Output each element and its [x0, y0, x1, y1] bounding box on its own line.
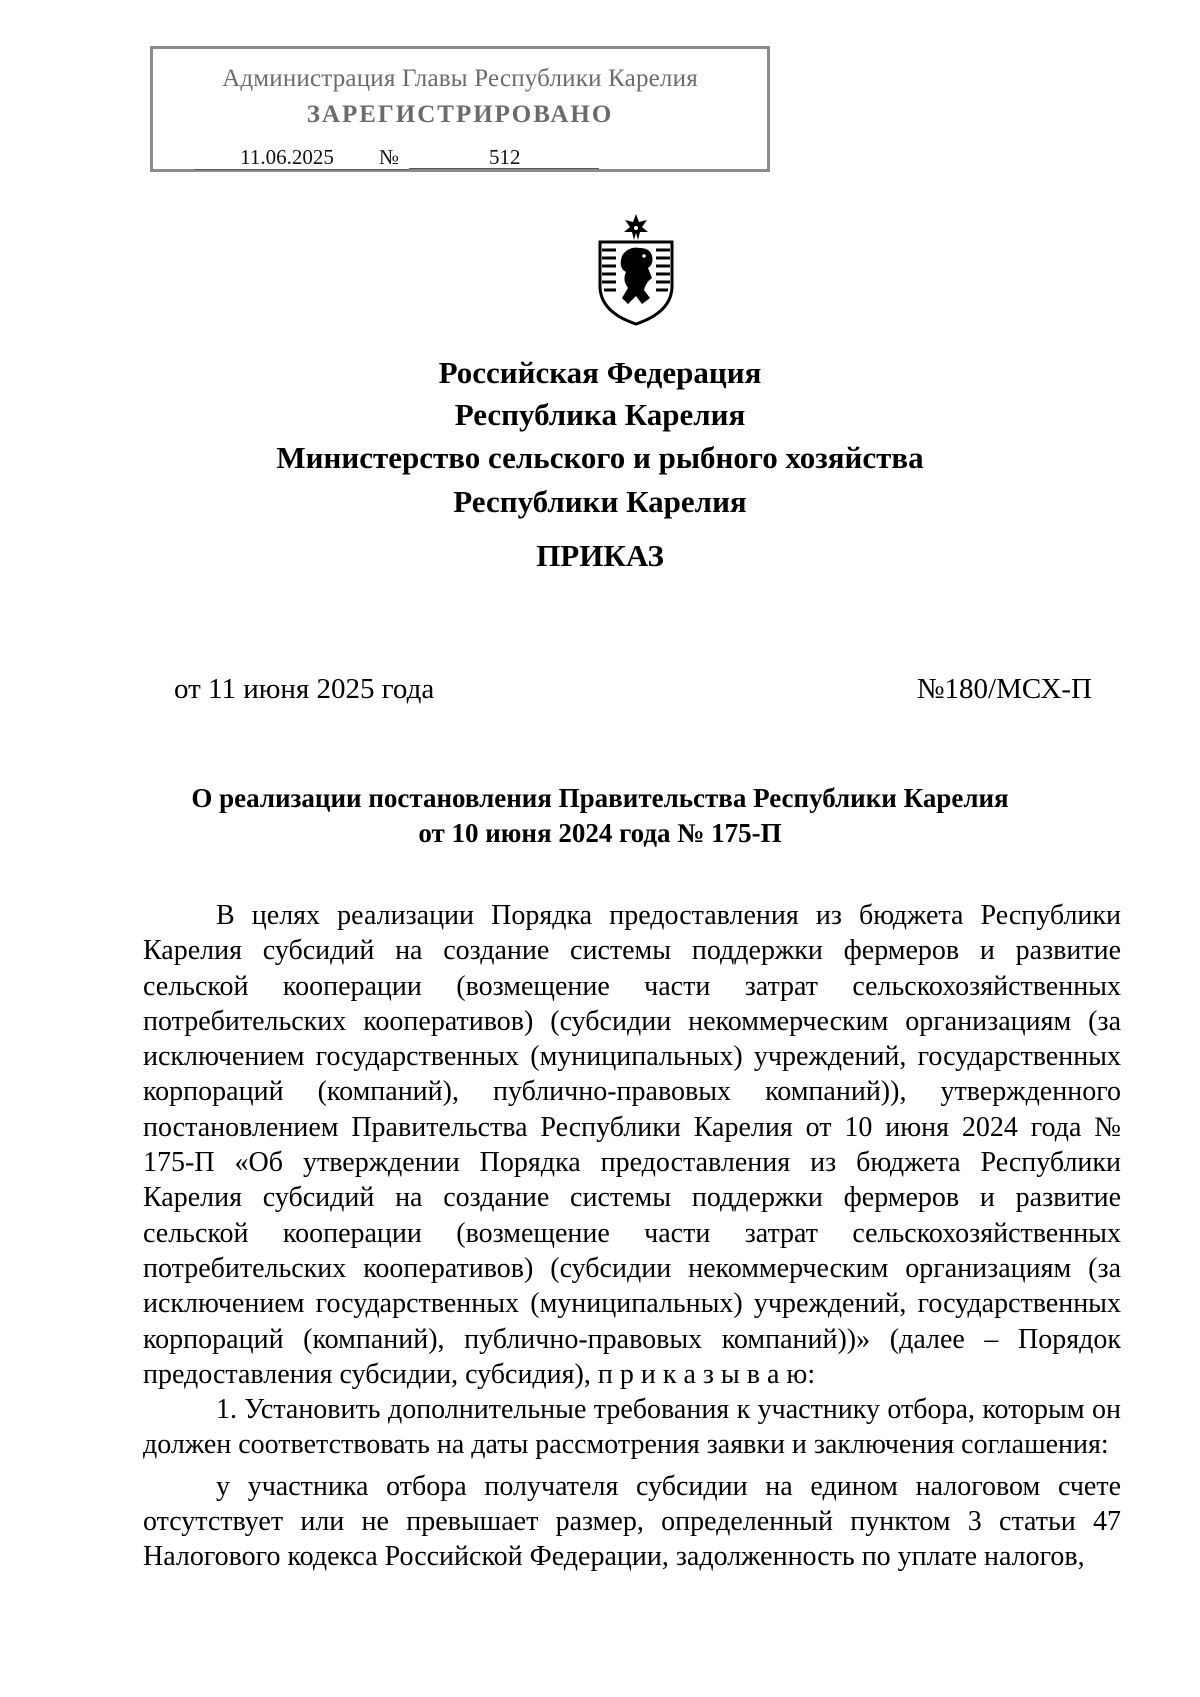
header-country: Российская Федерация: [438, 355, 762, 390]
requirement-paragraph: у участника отбора получателя субсидии на едином налоговом счете отсутствует или не превышает размер, определенный пунктом 3 статьи 47 Налогового кодекса Российской Федерации, задолженность по уплате налогов,: [143, 1470, 1121, 1573]
header-ministry: Министерство сельского и рыбного хозяйства: [276, 440, 924, 475]
stamp-number: 512: [409, 145, 599, 169]
stamp-organization: Администрация Главы Республики Карелия: [222, 65, 698, 92]
header-republic: Республика Карелия: [454, 397, 746, 432]
stamp-status: ЗАРЕГИСТРИРОВАНО: [306, 101, 614, 128]
order-verb: п р и к а з ы в а ю:: [597, 1358, 816, 1390]
subject-line-2: от 10 июня 2024 года № 175-П: [418, 818, 782, 848]
order-body: [143, 898, 1121, 1575]
karelia-coat-of-arms-icon: [588, 212, 684, 326]
header-ministry-republic: Республики Карелия: [453, 484, 747, 519]
stamp-number-label: №: [379, 145, 409, 170]
clause-1-paragraph: 1. Установить дополнительные требования к участнику отбора, которым он должен соответствовать на даты рассмотрения заявки и заключения соглашения:: [143, 1394, 1121, 1461]
preamble-paragraph: [143, 898, 1121, 1392]
stamp-date: 11.06.2025: [195, 145, 379, 170]
order-date: от 11 июня 2025 года: [174, 673, 435, 705]
registration-stamp: [150, 46, 770, 172]
subject-line-1: О реализации постановления Правительства Республики Карелия: [191, 783, 1009, 813]
preamble-text: В целях реализации Порядка предоставления из бюджета Республики Карелия субсидий на создание системы поддержки фермеров и развитие сельской кооперации (возмещение части затрат сельскохозяйственных потребительских кооперативов) (субсидии некоммерческим организациям (за исключением государственных (муниципальных) учреждений, государственных корпораций (компаний), публично-правовых компаний)), утвержденного постановлением Правительства Республики Карелия от 10 июня 2024 года № 175-П «Об утверждении Порядка предоставления из бюджета Республики Карелия субсидий на создание системы поддержки фермеров и развитие сельской кооперации (возмещение части затрат сельскохозяйственных потребительских кооперативов) (субсидии некоммерческим организациям (за исключением государственных (муниципальных) учреждений, государственных корпораций (компаний), публично-правовых компаний))» (далее – Порядок предоставления субсидии, субсидия),: [143, 900, 1121, 1390]
document-type: ПРИКАЗ: [536, 538, 664, 573]
order-number: №180/МСХ-П: [916, 673, 1092, 705]
